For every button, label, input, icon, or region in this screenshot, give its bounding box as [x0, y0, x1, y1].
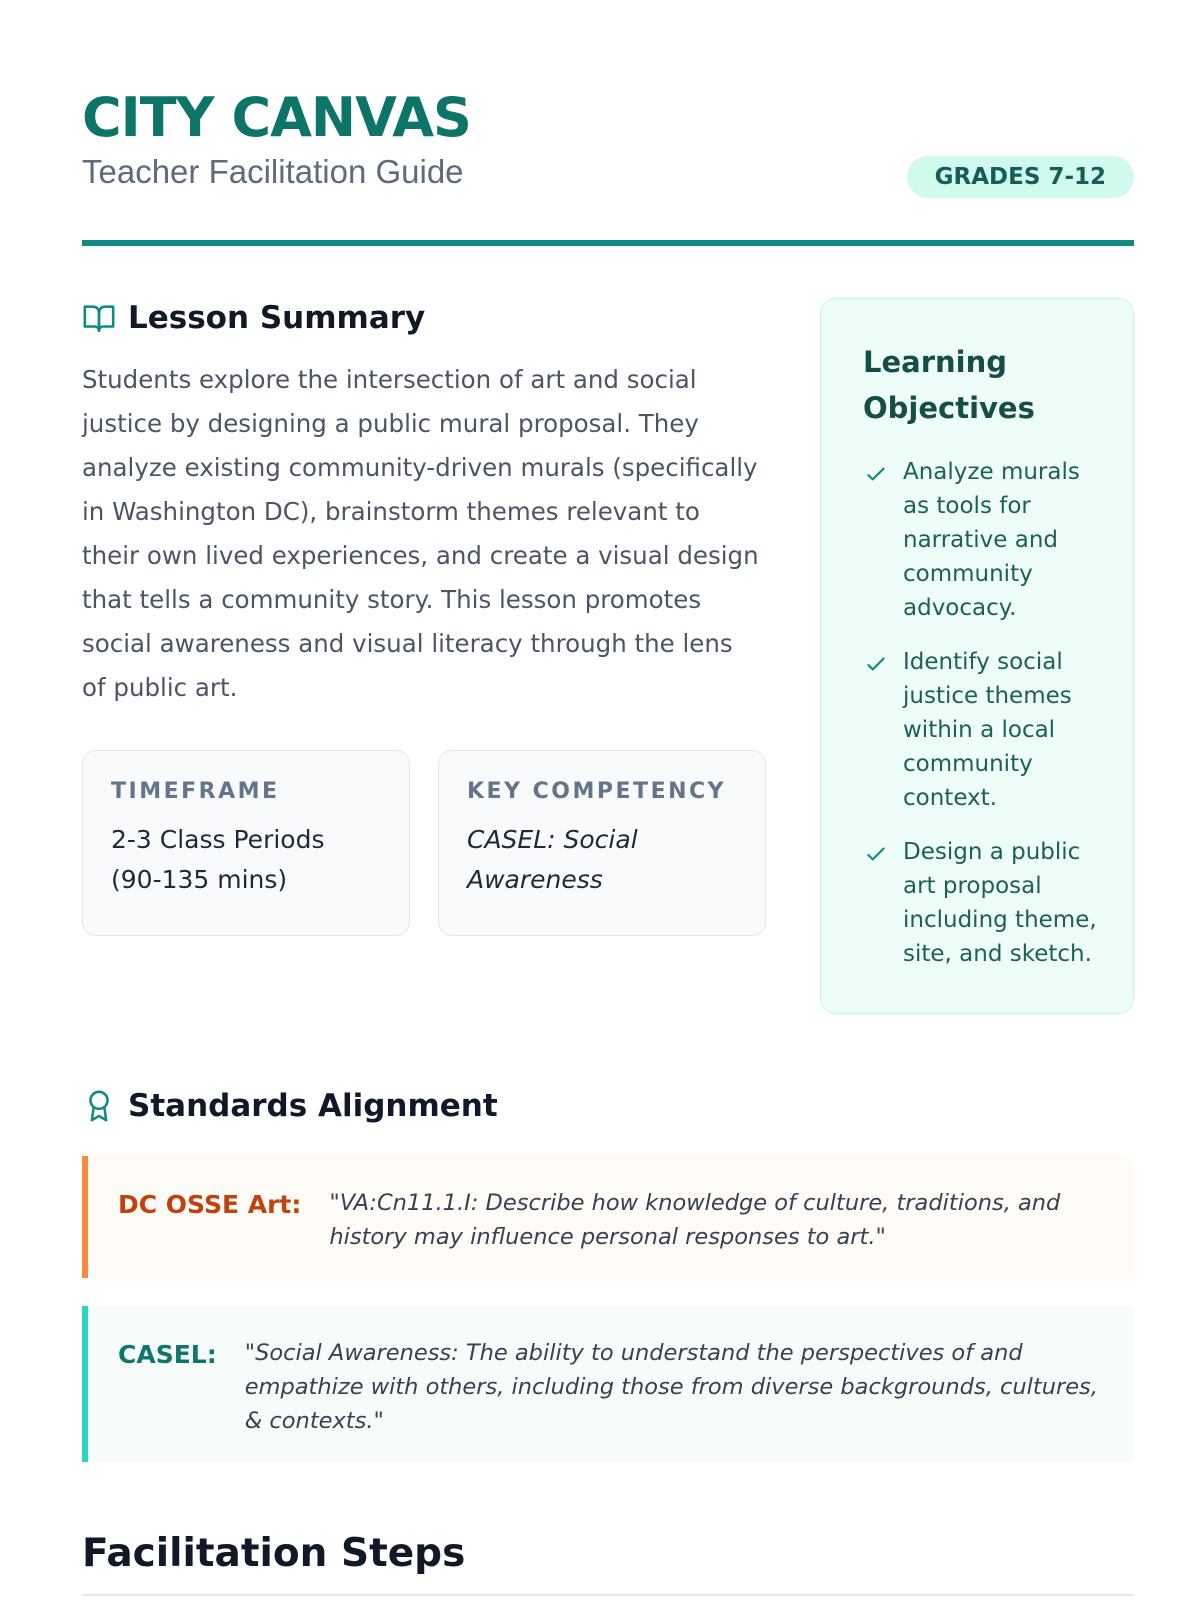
- timeframe-label: TIMEFRAME: [111, 779, 280, 804]
- objective-text: Analyze murals as tools for narrative and community advocacy.: [903, 459, 1080, 621]
- objective-item: [863, 645, 1105, 815]
- check-icon: [863, 841, 889, 867]
- timeframe-value: 2-3 Class Periods (90-135 mins): [111, 825, 325, 894]
- standards-title: Standards Alignment: [128, 1088, 498, 1124]
- award-ribbon-icon: [82, 1089, 116, 1123]
- objectives-title: Learning Objectives: [863, 345, 1035, 425]
- check-icon: [863, 461, 889, 487]
- key-competency-card: [438, 750, 766, 936]
- standards-heading: [82, 1088, 498, 1124]
- facilitation-steps-heading: Facilitation Steps: [82, 1531, 466, 1576]
- learning-objectives-panel: [820, 298, 1134, 1014]
- header: [82, 82, 1134, 246]
- guide-subtitle: Teacher Facilitation Guide: [82, 153, 464, 190]
- key-competency-value: CASEL: Social Awareness: [467, 825, 638, 894]
- key-competency-label: KEY COMPETENCY: [467, 779, 727, 804]
- standard-quote: "Social Awareness: The ability to understand the perspectives of and empathize with others, including those from diverse backgrounds, cultures, & contexts.": [244, 1340, 1098, 1434]
- objectives-list: [863, 455, 1105, 971]
- objective-text: Design a public art proposal including theme, site, and sketch.: [903, 839, 1097, 967]
- timeframe-card: [82, 750, 410, 936]
- objective-item: [863, 835, 1105, 971]
- brand-title: CITY CANVAS: [82, 86, 471, 149]
- check-icon: [863, 651, 889, 677]
- objective-text: Identify social justice themes within a local community context.: [903, 649, 1072, 811]
- standard-label: DC OSSE Art:: [118, 1190, 302, 1219]
- standard-label: CASEL:: [118, 1340, 217, 1369]
- objective-item: [863, 455, 1105, 625]
- lesson-summary-title: Lesson Summary: [128, 300, 426, 336]
- lesson-summary-body: Students explore the intersection of art and social justice by designing a public mural proposal. They analyze existing community-driven murals (specifically in Washington DC), brainstorm themes relevant to their own lived experiences, and create a visual design that tells a community story. This lesson promotes social awareness and visual literacy through the lens of public art.: [82, 365, 759, 702]
- lesson-summary-heading: [82, 300, 425, 336]
- grade-badge: GRADES 7-12: [907, 156, 1134, 198]
- standard-osse: [82, 1156, 1134, 1278]
- guide-page: [82, 0, 1134, 1600]
- standard-casel: [82, 1306, 1134, 1462]
- standard-quote: "VA:Cn11.1.I: Describe how knowledge of culture, traditions, and history may influence personal responses to art.": [329, 1190, 1061, 1250]
- section-divider: [82, 1594, 1134, 1596]
- book-open-icon: [82, 301, 116, 335]
